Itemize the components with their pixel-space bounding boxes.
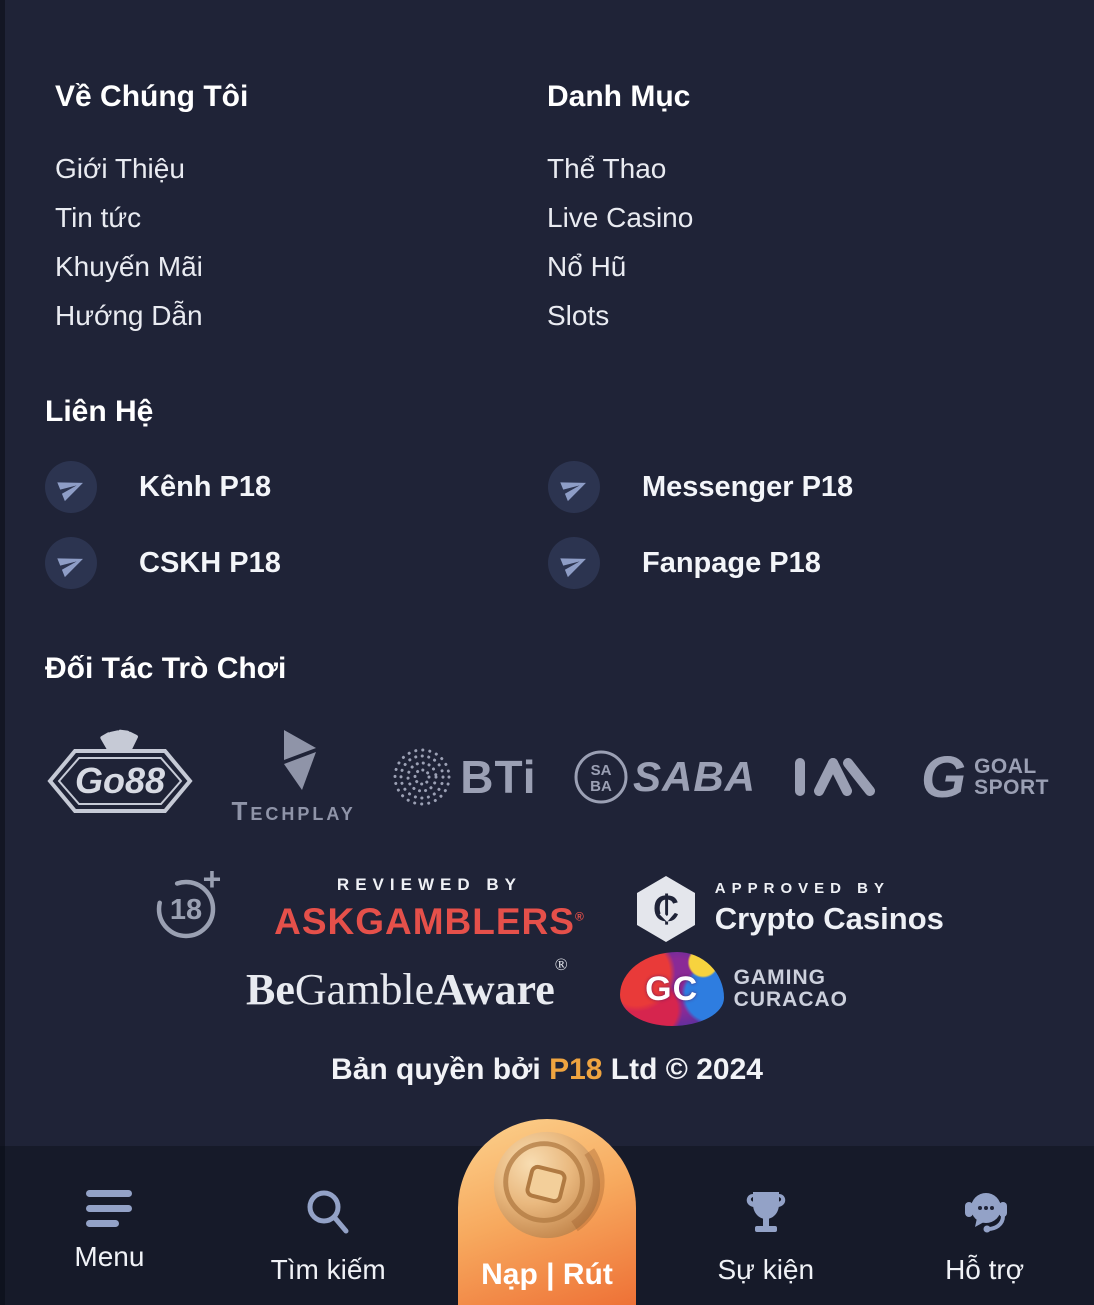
footer-links: [55, 80, 1055, 340]
svg-text:Go88: Go88: [74, 760, 166, 801]
partners-heading: Đối Tác Trò Chơi: [45, 652, 287, 685]
contact-label: Fanpage P18: [642, 546, 821, 579]
im-logo: [792, 754, 884, 800]
trophy-icon: [738, 1186, 794, 1240]
nav-menu-label: Menu: [74, 1241, 145, 1272]
contact-messenger-p18[interactable]: [548, 461, 1050, 513]
certifications-row-2: [0, 952, 1094, 1026]
copyright-prefix: Bản quyền bởi: [331, 1053, 550, 1086]
nav-search[interactable]: [219, 1146, 438, 1305]
menu-icon: [86, 1186, 132, 1227]
categories-heading: Danh Mục: [547, 80, 691, 113]
deposit-withdraw-label: Nạp | Rút: [481, 1258, 613, 1291]
begambleaware-badge: [246, 954, 568, 1015]
link-khuyen-mai[interactable]: Khuyến Mãi: [55, 251, 203, 282]
techplay-logo: [231, 728, 355, 827]
askgamblers-reviewed-by: REVIEWED BY: [336, 874, 522, 894]
copyright-suffix: Ltd © 2024: [602, 1053, 763, 1086]
partners-section: [45, 652, 1049, 832]
crypto-casinos-name: Crypto Casinos: [714, 901, 944, 936]
about-column: [55, 80, 547, 340]
age-18-badge: [150, 868, 226, 949]
gaming-curacao-blob-icon: [620, 952, 724, 1026]
bga-reg-mark: ®: [554, 954, 568, 974]
svg-text:BA: BA: [590, 778, 612, 795]
link-huong-dan[interactable]: Hướng Dẫn: [55, 300, 203, 331]
coin-icon: [488, 1125, 606, 1245]
nav-search-label: Tìm kiếm: [270, 1254, 386, 1285]
nav-events[interactable]: [656, 1146, 875, 1305]
contact-section: [45, 395, 1050, 589]
link-live-casino[interactable]: Live Casino: [547, 202, 694, 233]
nav-support[interactable]: [875, 1146, 1094, 1305]
goalsport-g-mark: G: [920, 744, 967, 810]
bga-gamble: Gamble: [294, 964, 435, 1014]
goalsport-line1: GOAL: [974, 755, 1037, 778]
gc-line1: GAMING: [733, 966, 826, 989]
contact-label: CSKH P18: [139, 546, 281, 579]
telegram-icon: [548, 461, 600, 513]
link-the-thao[interactable]: Thể Thao: [547, 153, 667, 184]
link-no-hu[interactable]: Nổ Hũ: [547, 251, 627, 282]
gc-letters: GC: [645, 969, 699, 1008]
support-icon: [957, 1186, 1013, 1240]
copyright-brand: P18: [549, 1053, 603, 1086]
svg-text:₵: ₵: [652, 887, 679, 929]
crypto-approved-by: APPROVED BY: [714, 880, 890, 897]
bga-be: Be: [246, 964, 295, 1014]
gc-line2: CURACAO: [733, 988, 848, 1011]
copyright-line: [0, 1053, 1094, 1087]
contact-kenh-p18[interactable]: [45, 461, 548, 513]
contact-cskh-p18[interactable]: [45, 537, 548, 589]
nav-menu[interactable]: [0, 1146, 219, 1305]
svg-text:+: +: [202, 868, 222, 897]
link-slots[interactable]: Slots: [547, 300, 610, 331]
search-icon: [301, 1186, 355, 1240]
gaming-curacao-badge: [620, 952, 848, 1026]
nav-events-label: Sự kiện: [717, 1254, 815, 1285]
bga-aware: Aware: [434, 964, 555, 1014]
bti-logo: [392, 747, 536, 807]
crypto-casinos-hex-icon: [633, 873, 699, 945]
goalsport-logo: [921, 744, 1049, 811]
about-heading: Về Chúng Tôi: [55, 80, 249, 113]
svg-text:SA: SA: [590, 762, 612, 779]
contact-label: Kênh P18: [139, 470, 272, 503]
saba-label: SABA: [632, 753, 756, 800]
telegram-icon: [548, 537, 600, 589]
contact-heading: Liên Hệ: [45, 395, 154, 428]
svg-text:18: 18: [169, 894, 203, 926]
bti-label: BTi: [460, 751, 537, 803]
contact-label: Messenger P18: [642, 470, 854, 503]
categories-column: [547, 80, 1055, 340]
techplay-label: Techplay: [231, 795, 356, 826]
contact-fanpage-p18[interactable]: [548, 537, 1050, 589]
askgamblers-badge: [274, 875, 585, 943]
saba-logo: [573, 749, 756, 805]
goalsport-line2: SPORT: [974, 776, 1049, 799]
link-gioi-thieu[interactable]: Giới Thiệu: [55, 153, 185, 184]
telegram-icon: [45, 461, 97, 513]
nav-support-label: Hỗ trợ: [945, 1254, 1025, 1285]
crypto-casinos-badge: [633, 873, 944, 945]
askgamblers-name: ASKGAMBLERS: [274, 900, 575, 942]
telegram-icon: [45, 537, 97, 589]
link-tin-tuc[interactable]: Tin tức: [55, 202, 142, 233]
go88-logo: [45, 729, 195, 825]
askgamblers-reg-mark: ®: [574, 909, 585, 924]
certifications-row-1: [0, 868, 1094, 949]
deposit-withdraw-button[interactable]: [458, 1119, 636, 1305]
